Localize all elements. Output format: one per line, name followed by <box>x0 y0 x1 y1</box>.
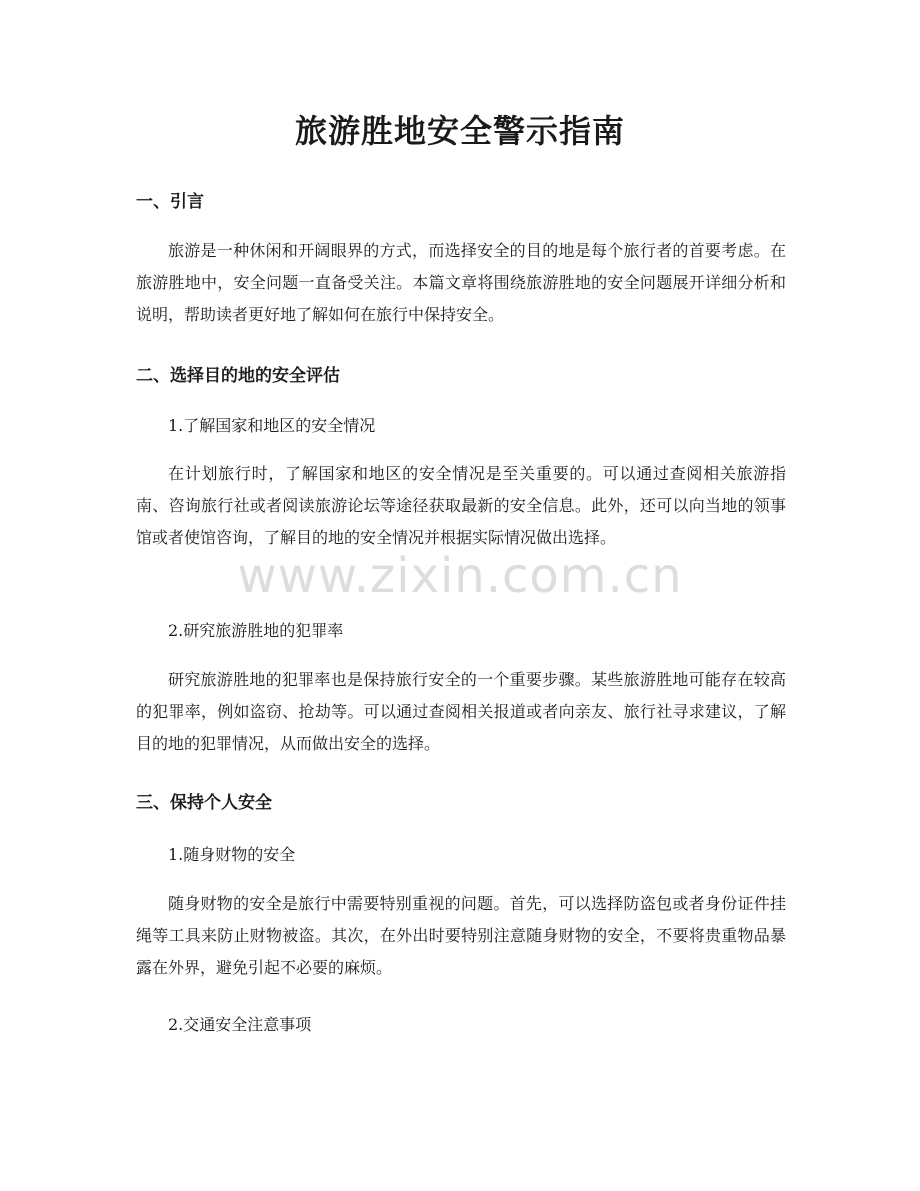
section-heading-personal-safety: 三、保持个人安全 <box>136 793 272 813</box>
subheading-crime-rate: 2.研究旅游胜地的犯罪率 <box>168 621 344 640</box>
paragraph-belongings-safety: 随身财物的安全是旅行中需要特别重视的问题。首先，可以选择防盗包或者身份证件挂绳等工具来防止财物被盗。其次，在外出时要特别注意随身财物的安全，不要将贵重物品暴露在外界，避免引起不必要的麻烦。 <box>136 894 786 977</box>
subheading-belongings-safety: 1.随身财物的安全 <box>168 845 296 864</box>
section-heading-introduction: 一、引言 <box>136 192 204 212</box>
section-paragraph-introduction: 旅游是一种休闲和开阔眼界的方式，而选择安全的目的地是每个旅行者的首要考虑。在旅游胜地中，安全问题一直备受关注。本篇文章将围绕旅游胜地的安全问题展开详细分析和说明，帮助读者更好地了解如何在旅行中保持安全。 <box>136 241 786 324</box>
paragraph-crime-rate: 研究旅游胜地的犯罪率也是保持旅行安全的一个重要步骤。某些旅游胜地可能存在较高的犯罪率，例如盗窃、抢劫等。可以通过查阅相关报道或者向亲友、旅行社寻求建议，了解目的地的犯罪情况，从而做出安全的选择。 <box>136 670 786 753</box>
section-heading-destination-assessment: 二、选择目的地的安全评估 <box>136 366 340 386</box>
paragraph-country-safety: 在计划旅行时，了解国家和地区的安全情况是至关重要的。可以通过查阅相关旅游指南、咨询旅行社或者阅读旅游论坛等途径获取最新的安全信息。此外，还可以向当地的领事馆或者使馆咨询，了解目的地的安全情况并根据实际情况做出选择。 <box>136 464 786 547</box>
watermark: www.zixin.com.cn <box>237 548 683 604</box>
subheading-traffic-safety: 2.交通安全注意事项 <box>168 1015 312 1034</box>
subheading-country-safety: 1.了解国家和地区的安全情况 <box>168 416 376 435</box>
document-title: 旅游胜地安全警示指南 <box>294 112 625 150</box>
